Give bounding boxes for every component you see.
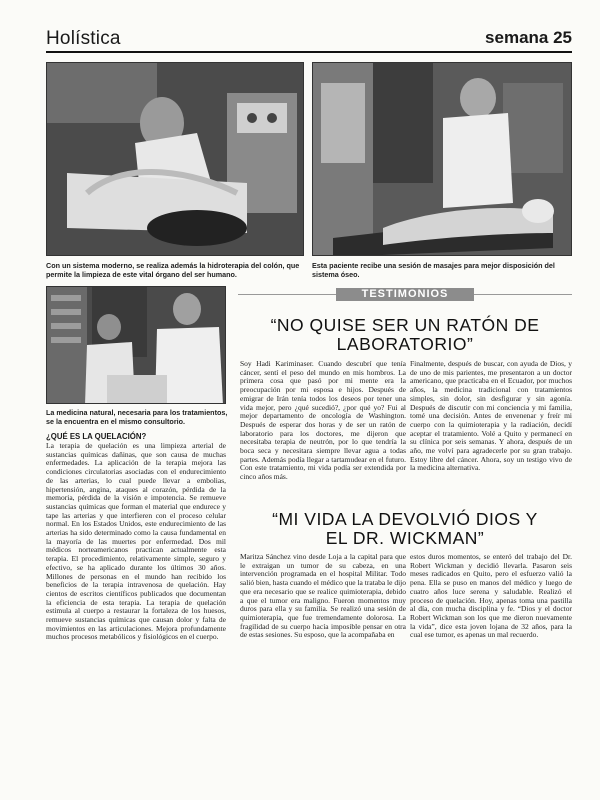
issue-number: semana 25: [485, 28, 572, 47]
testimonios-label: TESTIMONIOS: [336, 288, 474, 301]
photo-pharmacy-image: [47, 287, 226, 404]
caption-pharmacy: La medicina natural, necesaria para los tratamientos, se la encuentra en el mismo consultorio.: [46, 408, 228, 426]
page-header: [46, 28, 572, 52]
caption-massage: Esta paciente recibe una sesión de masajes para mejor disposición del sistema óseo.: [312, 261, 555, 279]
article-body: La terapia de quelación es una limpieza arterial de sustancias químicas dañinas, que son causa de muchas enfermedades. La aplicación de la terapia mejora las condiciones circulatorias asociadas con el endurecimiento de las arterias, lo cual puede llevar a embolias, hipertensión, angina, ataques al corazón, pérdida de la memoria, pérdida de la visión e impotencia. Se remueve sustancias químicas que forman el material que endurece y tape las arterias y que interfieren con el proceso celular normal. En los Estados Unidos, este endurecimiento de las arterias ha sido determinado como la causa fundamental en la mayoría de las muertes por enfermedad. Dos mil médicos norteamericanos practican actualmente esta terapia. El procedimiento, relativamente simple, seguro y efectivo, se ha aplicado durante los últimos 30 años. Millones de personas en el mundo han recibido los beneficios de la terapia intravenosa de quelación. Hay cientos de escritos científicos publicados que documentan la eficiencia de esta terapia. La terapia de quelación estimula al cuerpo a restaurar la fortaleza de los huesos, remueve sustancias químicas que causan dolor y falta de movimientos en las articulaciones. Mejora profundamente muchos procesos metabólicos y fisiológicos en el cuerpo.: [46, 442, 226, 642]
section-title: Holística: [46, 28, 121, 49]
story2-col1: Maritza Sánchez vino desde Loja a la capital para que le extraigan un tumor de su cabeza, en una intervención programada en el hospital Militar. Todo salió bien, hasta cuando el médico que la trataba le dijo que era necesario que se realice quimioterapia, debido a que el tumor era maligno. Fueron momentos muy duros para ella y su familia. Se realizó una sesión de quimioterapia, que fue tremendamente dolorosa. La fragilidad de su cuerpo hacía imposible pensar en otra de estas sesiones. Su esposo, que la acompañaba en: [240, 553, 406, 640]
photo-massage: [312, 62, 572, 256]
photo-massage-image: [313, 63, 572, 256]
article-question: ¿QUÉ ES LA QUELACIÓN?: [46, 432, 147, 441]
photo-pharmacy: [46, 286, 226, 404]
photo-hydrotherapy-image: [47, 63, 304, 256]
story2-col2: estos duros momentos, se enteró del trabajo del Dr. Robert Wickman y decidió llevarla. Pasaron seis meses radicados en Quito, pero el esfuerzo valió la pena. Ella se puso en manos del médico y luego de cuatro años luce serena y saludable. Realizó el proceso de quelación. Hoy, apenas toma una pastilla al día, con mucha disciplina y fe. “Dios y el doctor Robert Wickman son los que me dieron nuevamente la vida”, dice esta joven lojana de 32 años, para la cual ese tumor, es apenas un mal recuerdo.: [410, 553, 572, 640]
header-rule: [46, 51, 572, 53]
photo-hydrotherapy: [46, 62, 304, 256]
headline-raton: “NO QUISE SER UN RATÓN DE LABORATORIO”: [270, 315, 540, 354]
caption-hydrotherapy: Con un sistema moderno, se realiza además la hidroterapia del colón, que permite la limpieza de este vital órgano del ser humano.: [46, 261, 300, 279]
story1-col1: Soy Hadi Kariminaser. Cuando descubrí que tenía cáncer, sentí el peso del mundo en mis hombros. La primera cosa que pasó por mi mente era la preocupación por mi esposa e hijos. Después de emigrar de Irán tenía todos los deseos por tener una vida mejor, pero ¿qué sucedió?, ¿por qué yo? Fui al mejor departamento de oncología de Washington. Después de esperar dos horas y de ser un ratón de laboratorio para los doctores, me dijeron que necesitaba terapia de neutrón, por lo que tendría la boca seca y necesitara siempre llevar agua a todas partes. Además podía llegar a tartamudear en el futuro. Con este tratamiento, mi vida podía ser extendida por cinco años más.: [240, 360, 406, 482]
headline-wickman: “MI VIDA LA DEVOLVIÓ DIOS Y EL DR. WICKMAN”: [272, 509, 538, 548]
story1-col2: Finalmente, después de buscar, con ayuda de Dios, y de uno de mis parientes, me presentaron a un doctor americano, que practicaba en el Ecuador, por muchos años, la medicina tradicional con tratamientos simples, sin dolor, sin desfigurar y sin agonía. Después de discutir con mi conciencia y mi familia, tomé una decisión. Antes de envenenar y freír mi cuerpo con la quimioterapia y la radiación, decidí aceptar el tratamiento. Volé a Quito y permanecí en su clínica por seis semanas. Y ahora, después de un año, me volví para agradecerle por su gran trabajo. Estoy libre del cáncer. Ahora, soy un testigo vivo de la medicina alternativa.: [410, 360, 572, 473]
